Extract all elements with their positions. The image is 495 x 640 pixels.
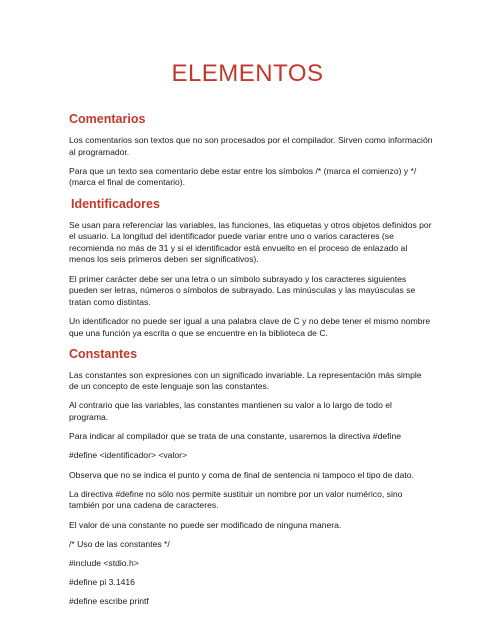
- section-heading: Constantes: [69, 346, 138, 361]
- code-line: #define escribe printf: [69, 596, 149, 607]
- code-line: /* Uso de las constantes */: [69, 538, 170, 549]
- paragraph: Se usan para referenciar las variables, las funciones, las etiquetas y otros objetos definidos por el usuario. La longitud del identificador puede variar entre uno o varios caracteres (se recomienda no más de 31 y si el identificador está envuelto en el proceso de enlazado al menos los seis primeros deben ser significativos).: [69, 219, 432, 265]
- code-line: #define pi 3.1416: [69, 577, 135, 588]
- section-comentarios: [69, 112, 433, 189]
- section-identificadores: [69, 197, 433, 340]
- paragraph: El valor de una constante no puede ser modificado de ninguna manera.: [69, 519, 342, 530]
- paragraph: Los comentarios son textos que no son procesados por el compilador. Sirven como información al programador.: [69, 135, 433, 157]
- section-constantes: [69, 347, 433, 608]
- document-title: ELEMENTOS: [171, 60, 324, 87]
- code-line: #define <identificador> <valor>: [69, 450, 188, 461]
- paragraph: Al contrario que las variables, las constantes mantienen su valor a lo largo de todo el programa.: [69, 400, 392, 423]
- section-heading: Identificadores: [71, 196, 160, 211]
- paragraph: Para que un texto sea comentario debe estar entre los símbolos /* (marca el comienzo) y */ (marca el final de comentario).: [69, 165, 417, 188]
- document-body: [69, 112, 433, 616]
- code-line: #include <stdio.h>: [69, 557, 139, 568]
- paragraph: Las constantes son expresiones con un significado invariable. La representación más simple de un concepto de este lenguaje son las constantes.: [69, 369, 422, 392]
- paragraph: La directiva #define no sólo nos permite sustituir un nombre por un valor numérico, sino también por una cadena de caracteres.: [69, 488, 403, 511]
- paragraph: Un identificador no puede ser igual a una palabra clave de C y no debe tener el mismo nombre que una función ya escrita o que se encuentre en la biblioteca de C.: [69, 315, 431, 338]
- paragraph: Para indicar al compilador que se trata de una constante, usaremos la directiva #define: [69, 431, 402, 442]
- paragraph: El primer carácter debe ser una letra o un símbolo subrayado y los caracteres siguientes pueden ser letras, números o símbolos de subrayado. Las minúsculas y las mayúsculas se tratan como distintas.: [69, 273, 416, 307]
- section-heading: Comentarios: [69, 112, 146, 126]
- paragraph: Observa que no se indica el punto y coma de final de sentencia ni tampoco el tipo de dato.: [69, 469, 414, 480]
